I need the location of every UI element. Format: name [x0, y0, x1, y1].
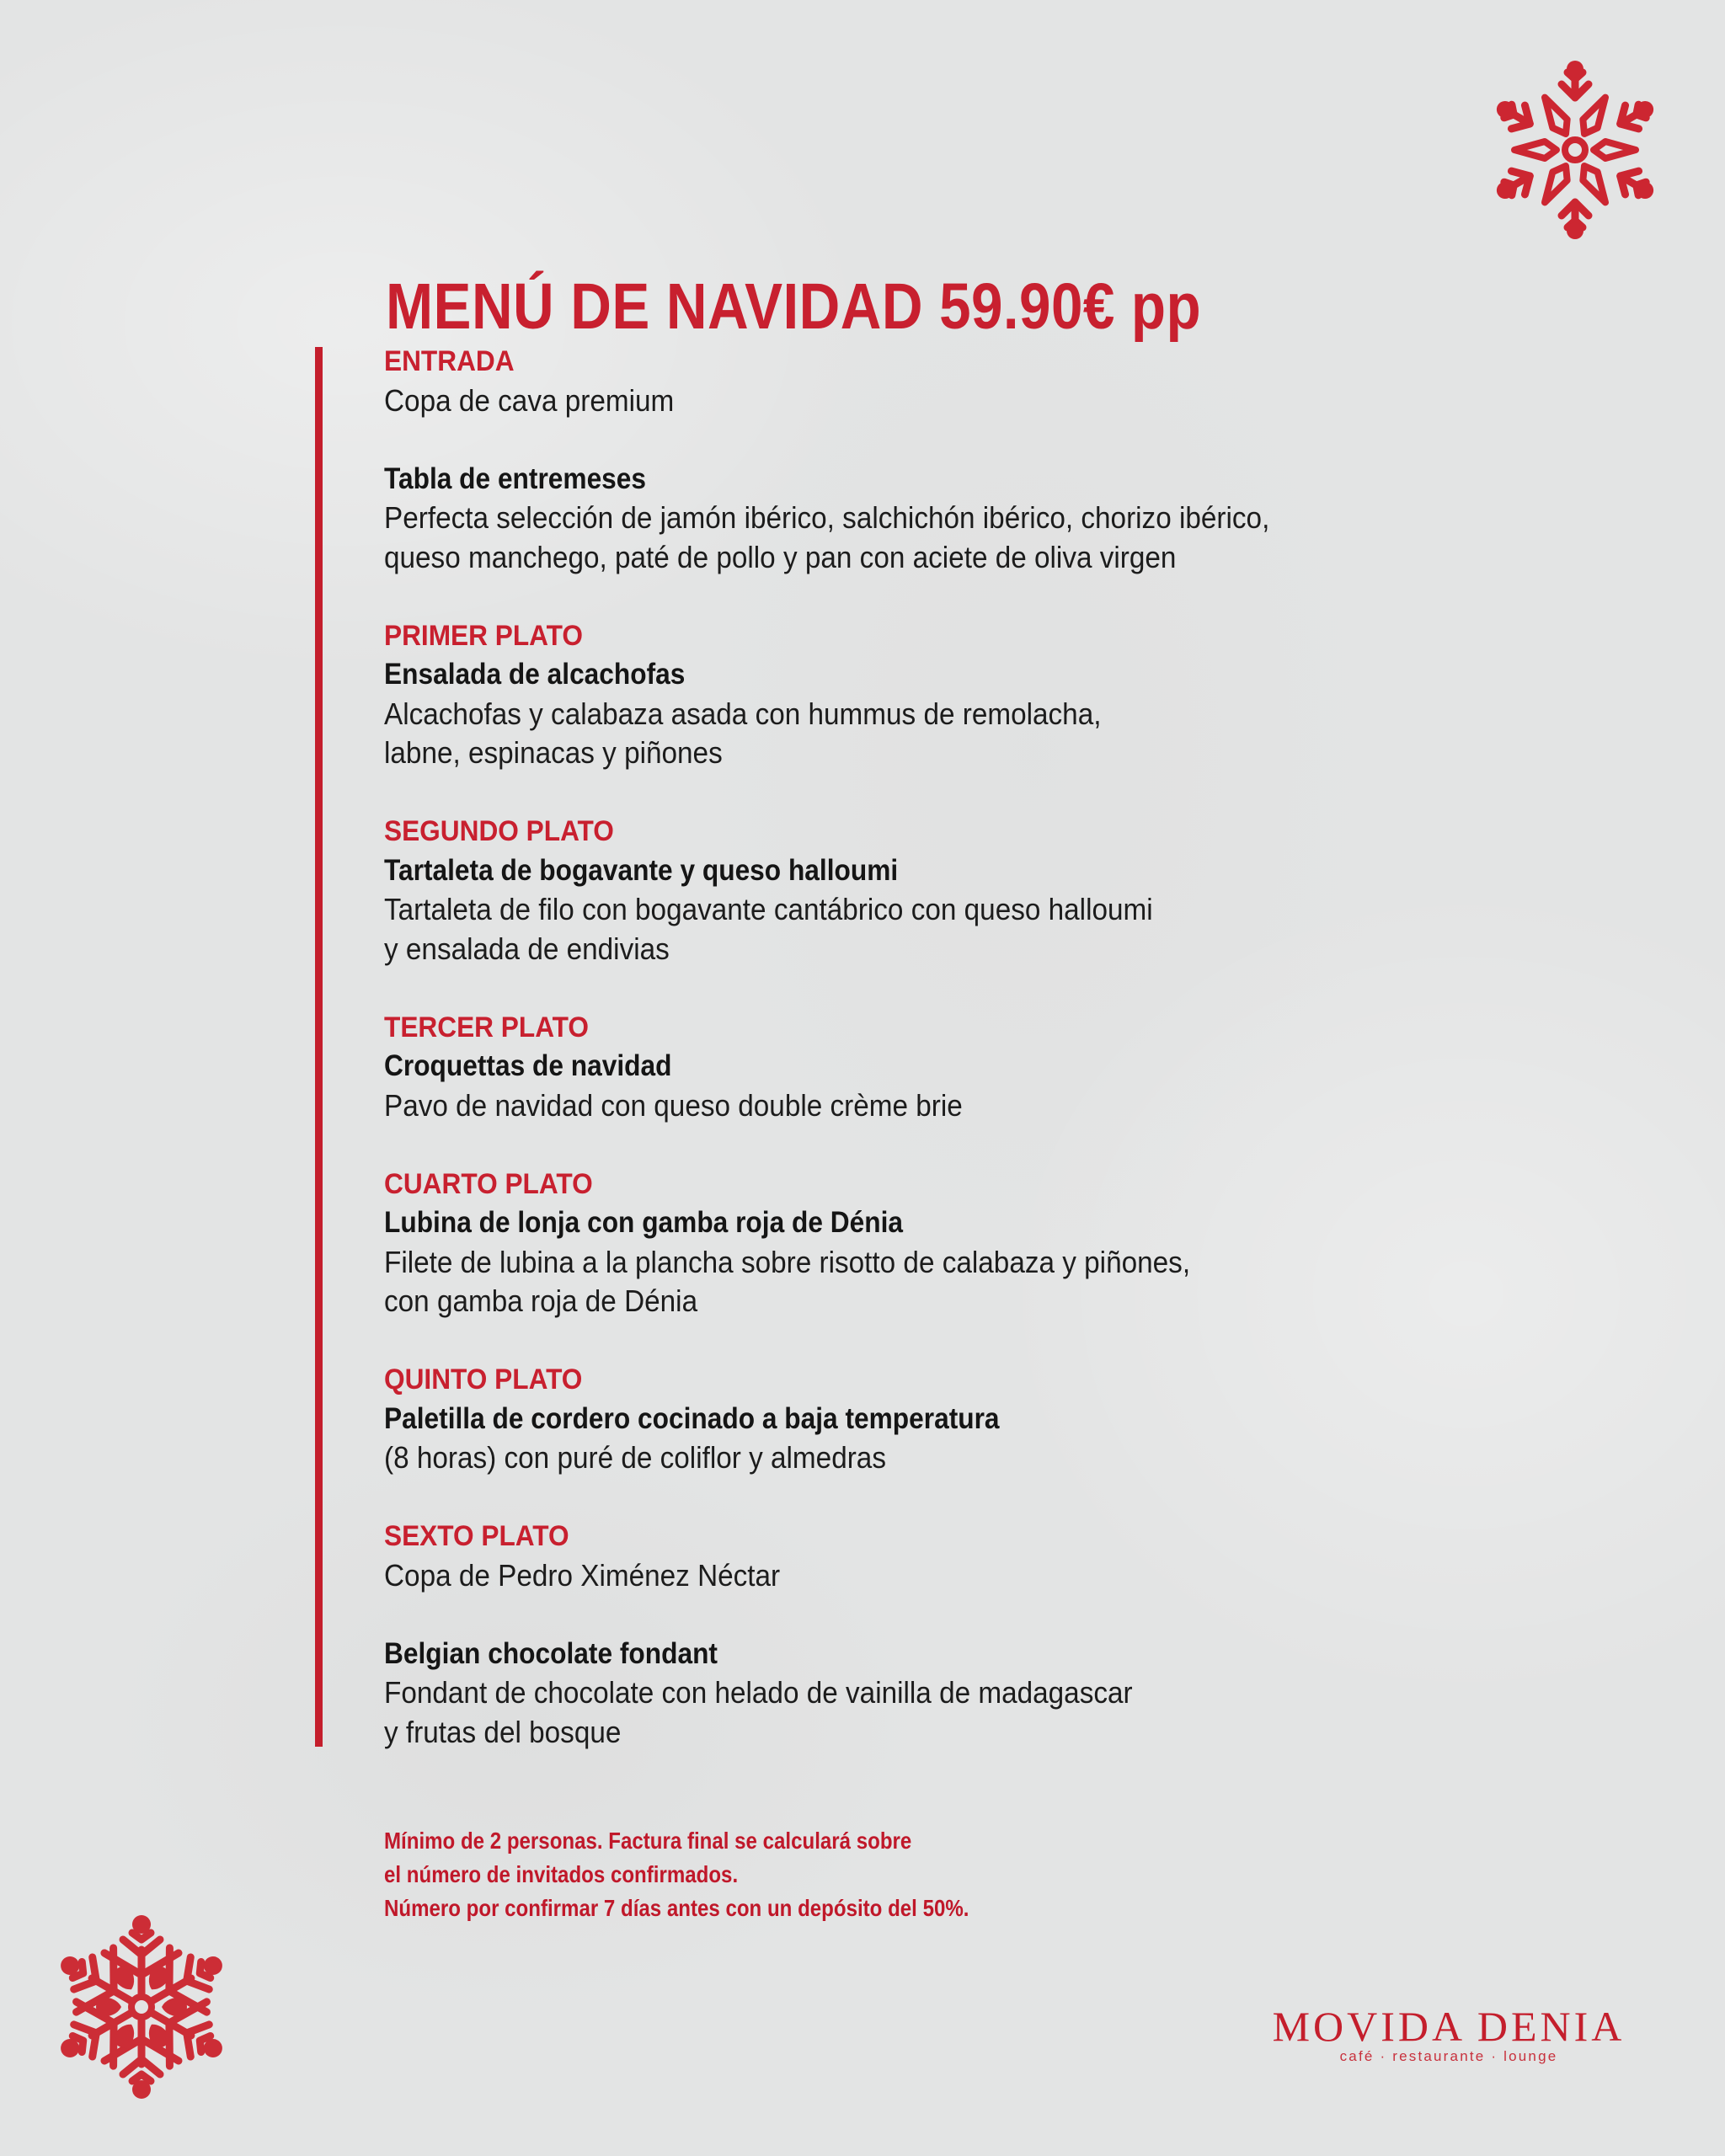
- booking-notes: [384, 1824, 1065, 1925]
- item-description: Copa de cava premium: [384, 382, 675, 418]
- course-heading-quinto-plato: QUINTO PLATO: [384, 1364, 583, 1396]
- title-text: MENÚ DE NAVIDAD 59.90€ pp: [386, 270, 1202, 343]
- item-description: y ensalada de endivias: [384, 931, 670, 966]
- red-divider-line: [315, 347, 323, 1747]
- dish-name: Tartaleta de bogavante y queso halloumi: [384, 853, 899, 887]
- course-heading-cuarto-plato: CUARTO PLATO: [384, 1167, 593, 1200]
- item-description: Fondant de chocolate con helado de vainilla de madagascar: [384, 1675, 1133, 1710]
- note-line: Número por confirmar 7 días antes con un depósito del 50%.: [384, 1895, 969, 1921]
- course-heading-segundo-plato: SEGUNDO PLATO: [384, 815, 614, 847]
- item-description: y frutas del bosque: [384, 1714, 622, 1749]
- dish-name: Croquettas de navidad: [384, 1049, 672, 1082]
- item-description: Copa de Pedro Ximénez Néctar: [384, 1557, 781, 1593]
- item-description: Filete de lubina a la plancha sobre risotto de calabaza y piñones,: [384, 1244, 1191, 1279]
- item-description: (8 horas) con puré de coliflor y almedras: [384, 1440, 886, 1475]
- dish-name: Lubina de lonja con gamba roja de Dénia: [384, 1206, 904, 1239]
- note-line: el número de invitados confirmados.: [384, 1861, 739, 1887]
- dish-name: Belgian chocolate fondant: [384, 1636, 718, 1670]
- item-description: Tartaleta de filo con bogavante cantábrico con queso halloumi: [384, 892, 1153, 926]
- page-title: [386, 264, 1201, 349]
- logo-tagline: café · restaurante · lounge: [1339, 2048, 1558, 2064]
- item-description: queso manchego, paté de pollo y pan con aciete de oliva virgen: [384, 539, 1177, 574]
- dish-name: Paletilla de cordero cocinado a baja temperatura: [384, 1401, 1000, 1435]
- restaurant-logo: [1258, 2003, 1639, 2065]
- note-line: Mínimo de 2 personas. Factura final se calculará sobre: [384, 1828, 912, 1854]
- snowflake-icon: [1487, 57, 1664, 243]
- menu-list: [384, 342, 1563, 1752]
- item-description: Alcachofas y calabaza asada con hummus de remolacha,: [384, 696, 1102, 731]
- dish-name: Tabla de entremeses: [384, 462, 647, 495]
- item-description: labne, espinacas y piñones: [384, 735, 723, 770]
- course-heading-sexto-plato: SEXTO PLATO: [384, 1520, 569, 1552]
- course-heading-entrada: ENTRADA: [384, 345, 515, 377]
- dish-name: Ensalada de alcachofas: [384, 658, 686, 691]
- logo-name: MOVIDA DENIA: [1272, 2003, 1626, 2050]
- item-description: Perfecta selección de jamón ibérico, salchichón ibérico, chorizo ibérico,: [384, 500, 1270, 535]
- item-description: Pavo de navidad con queso double crème brie: [384, 1087, 963, 1123]
- course-heading-primer-plato: PRIMER PLATO: [384, 619, 584, 652]
- course-heading-tercer-plato: TERCER PLATO: [384, 1011, 590, 1043]
- snowflake-icon: [52, 1913, 231, 2100]
- item-description: con gamba roja de Dénia: [384, 1283, 698, 1318]
